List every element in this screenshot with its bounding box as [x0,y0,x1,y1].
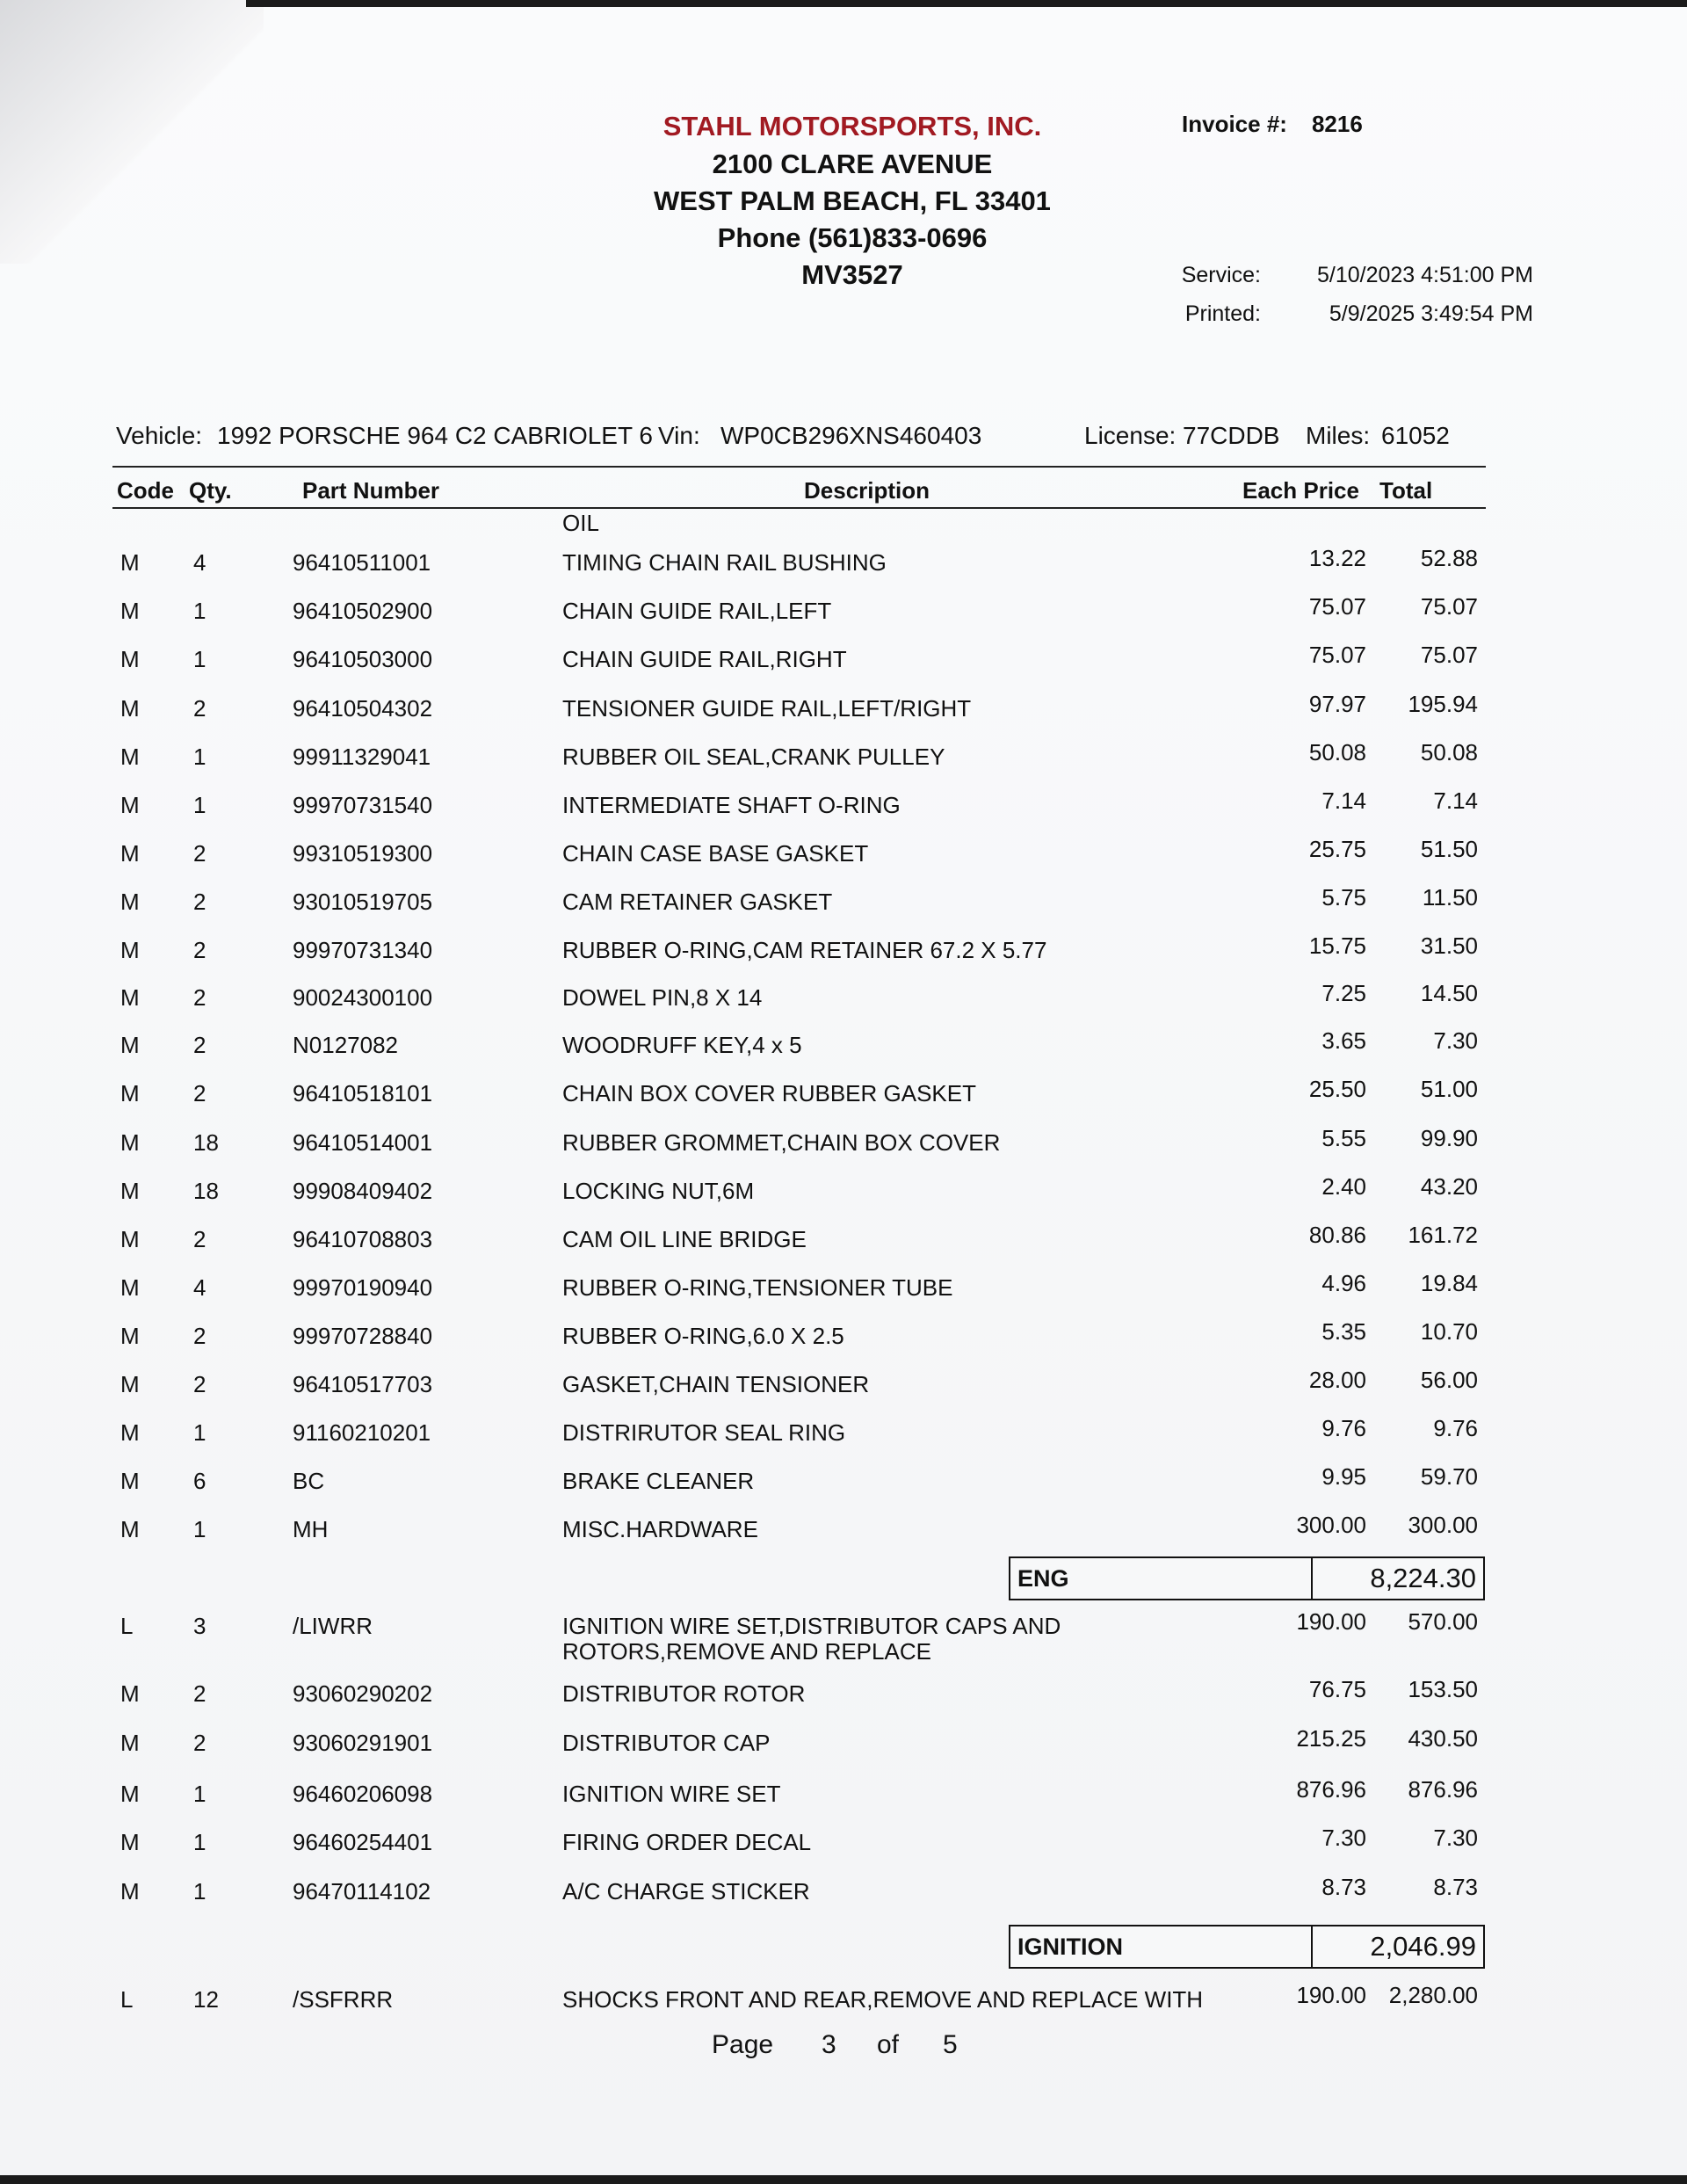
item-each-price: 50.08 [1308,739,1366,765]
item-qty: 2 [193,695,206,722]
printed-label: Printed: [1184,301,1261,326]
item-each-price: 190.00 [1296,1982,1366,2008]
item-total: 161.72 [1408,1222,1478,1248]
dates-block [1142,256,1533,333]
item-total: 8.73 [1433,1874,1478,1900]
item-description: CAM RETAINER GASKET [562,889,833,915]
item-code: M [120,1516,140,1542]
page-label: Page [712,2030,774,2059]
item-part-number: 91160210201 [293,1419,431,1446]
item-total: 59.70 [1420,1463,1478,1490]
item-part-number: 96410517703 [293,1371,433,1397]
invoice-label: Invoice #: [1182,111,1287,137]
item-code: M [120,937,140,963]
item-description: RUBBER O-RING,6.0 X 2.5 [562,1323,844,1349]
item-total: 31.50 [1420,932,1478,959]
item-qty: 2 [193,937,206,963]
item-part-number: 90024300100 [293,984,433,1011]
item-part-number: BC [293,1468,325,1494]
company-address: 2100 CLARE AVENUE [712,149,993,179]
item-code: M [120,1226,140,1252]
license-label: License: [1084,422,1177,449]
item-each-price: 4.96 [1321,1270,1366,1296]
item-description: CHAIN CASE BASE GASKET [562,840,869,867]
company-phone: Phone (561)833-0696 [717,222,988,253]
item-qty: 1 [193,1516,206,1542]
item-each-price: 75.07 [1308,593,1366,620]
item-each-price: 9.95 [1321,1463,1366,1490]
item-code: M [120,1080,140,1107]
item-description: CAM OIL LINE BRIDGE [562,1226,807,1252]
item-part-number: 96460254401 [293,1829,433,1855]
item-part-number: 96410708803 [293,1226,433,1252]
item-total: 876.96 [1408,1776,1478,1803]
item-code: M [120,1680,140,1707]
item-each-price: 5.75 [1321,884,1366,911]
item-description: FIRING ORDER DECAL [562,1829,812,1855]
item-description: GASKET,CHAIN TENSIONER [562,1371,870,1397]
item-each-price: 13.22 [1308,545,1366,571]
item-code: M [120,598,140,624]
item-code: M [120,840,140,867]
item-each-price: 300.00 [1296,1512,1366,1538]
item-each-price: 2.40 [1321,1173,1366,1200]
item-part-number: 99970728840 [293,1323,433,1349]
item-part-number: 99970731540 [293,792,433,818]
item-code: M [120,1781,140,1807]
item-qty: 1 [193,744,206,770]
item-code: M [120,984,140,1011]
item-total: 9.76 [1433,1415,1478,1441]
item-part-number: /LIWRR [293,1613,373,1639]
item-code: M [120,1371,140,1397]
item-code: M [120,744,140,770]
subtotal-eng [1009,1556,1485,1600]
vin-label: Vin: [658,422,700,449]
item-total: 75.07 [1420,642,1478,668]
item-each-price: 80.86 [1308,1222,1366,1248]
item-code: M [120,1323,140,1349]
item-total: 7.30 [1433,1027,1478,1054]
item-part-number: 96410502900 [293,598,433,624]
company-name: STAHL MOTORSPORTS, INC. [662,111,1042,141]
item-code: M [120,1274,140,1301]
item-total: 99.90 [1420,1125,1478,1151]
item-total: 51.00 [1420,1076,1478,1102]
item-description: RUBBER OIL SEAL,CRANK PULLEY [562,744,945,770]
miles-label: Miles: [1306,422,1371,449]
item-part-number: MH [293,1516,329,1542]
item-code: L [120,1986,134,2013]
item-qty: 2 [193,1080,206,1107]
item-description: TIMING CHAIN RAIL BUSHING [562,549,887,576]
item-each-price: 15.75 [1308,932,1366,959]
item-each-price: 876.96 [1296,1776,1366,1803]
item-each-price: 76.75 [1308,1676,1366,1702]
item-code: M [120,1468,140,1494]
scan-top-edge [246,0,1687,7]
col-description-header: Description [804,477,930,504]
item-qty: 2 [193,1680,206,1707]
printed-date: 5/9/2025 3:49:54 PM [1329,301,1533,326]
item-description: DISTRIBUTOR CAP [562,1730,771,1756]
item-total: 570.00 [1408,1608,1478,1635]
item-qty: 2 [193,889,206,915]
vehicle-label: Vehicle: [116,422,203,449]
item-total: 153.50 [1408,1676,1478,1702]
item-description: DOWEL PIN,8 X 14 [562,984,763,1011]
item-total: 195.94 [1408,691,1478,717]
col-total-header: Total [1379,477,1433,504]
item-part-number: 96410503000 [293,646,433,672]
subtotal-value: 8,224.30 [1370,1563,1476,1593]
item-each-price: 7.14 [1321,787,1366,814]
item-each-price: 7.25 [1321,980,1366,1006]
item-part-number: 96460206098 [293,1781,433,1807]
item-qty: 18 [193,1129,219,1156]
item-total: 52.88 [1420,545,1478,571]
item-code: M [120,646,140,672]
item-code: M [120,1178,140,1204]
item-qty: 2 [193,1032,206,1058]
item-total: 14.50 [1420,980,1478,1006]
vin-value: WP0CB296XNS460403 [720,422,982,449]
item-part-number: 96410511001 [293,549,431,576]
item-total: 51.50 [1420,836,1478,862]
item-each-price: 97.97 [1308,691,1366,717]
item-description: CHAIN GUIDE RAIL,LEFT [562,598,832,624]
item-description: CHAIN GUIDE RAIL,RIGHT [562,646,847,672]
item-each-price: 75.07 [1308,642,1366,668]
header-bottom-rule [112,507,1486,509]
item-part-number: 99911329041 [293,744,431,770]
item-part-number: 99908409402 [293,1178,433,1204]
company-header [606,107,1098,294]
item-code: M [120,695,140,722]
item-qty: 4 [193,549,206,576]
company-city: WEST PALM BEACH, FL 33401 [654,185,1051,216]
item-code: M [120,1129,140,1156]
item-code: M [120,1829,140,1855]
item-total: 430.50 [1408,1725,1478,1752]
item-description: MISC.HARDWARE [562,1516,758,1542]
item-qty: 1 [193,1829,206,1855]
item-each-price: 215.25 [1296,1725,1366,1752]
item-total: 75.07 [1420,593,1478,620]
item-description-line2: ROTORS,REMOVE AND REPLACE [562,1638,931,1665]
subtotal-label: IGNITION [1010,1926,1313,1967]
company-license-number: MV3527 [801,259,903,290]
item-each-price: 25.50 [1308,1076,1366,1102]
item-qty: 2 [193,1323,206,1349]
subtotal-label: ENG [1010,1558,1313,1599]
item-qty: 2 [193,1371,206,1397]
col-each-price-header: Each Price [1242,477,1359,504]
item-qty: 18 [193,1178,219,1204]
item-code: M [120,1730,140,1756]
scan-bottom-edge [0,2175,1687,2184]
col-part-header: Part Number [302,477,440,504]
item-part-number: 93060291901 [293,1730,433,1756]
item-total: 11.50 [1422,884,1478,911]
item-code: M [120,792,140,818]
item-code: L [120,1613,134,1639]
item-code: M [120,1419,140,1446]
item-qty: 2 [193,984,206,1011]
item-part-number: 99310519300 [293,840,433,867]
item-qty: 1 [193,646,206,672]
subtotal-value: 2,046.99 [1370,1931,1476,1962]
item-part-number: 93060290202 [293,1680,433,1707]
item-total: 2,280.00 [1388,1982,1478,2008]
item-code: M [120,1032,140,1058]
invoice-number-block [1182,111,1363,138]
item-qty: 6 [193,1468,206,1494]
item-total: 7.14 [1433,787,1478,814]
item-part-number: 99970731340 [293,937,433,963]
service-date: 5/10/2023 4:51:00 PM [1316,263,1533,287]
item-description: INTERMEDIATE SHAFT O-RING [562,792,901,818]
subtotal-ignition [1009,1925,1485,1969]
item-qty: 2 [193,840,206,867]
item-each-price: 9.76 [1321,1415,1366,1441]
item-description: LOCKING NUT,6M [562,1178,755,1204]
page-count: 5 [943,2030,958,2059]
item-total: 10.70 [1420,1318,1478,1345]
item-qty: 2 [193,1226,206,1252]
item-qty: 1 [193,792,206,818]
item-description: CHAIN BOX COVER RUBBER GASKET [562,1080,976,1107]
item-code: M [120,549,140,576]
item-each-price: 28.00 [1308,1367,1366,1393]
item-description: SHOCKS FRONT AND REAR,REMOVE AND REPLACE WITH [562,1986,1204,2013]
vehicle-value: 1992 PORSCHE 964 C2 CABRIOLET 6 [217,422,653,449]
item-description: RUBBER GROMMET,CHAIN BOX COVER [562,1129,1001,1156]
item-total: 43.20 [1420,1173,1478,1200]
miles-value: 61052 [1381,422,1450,449]
item-each-price: 5.55 [1321,1125,1366,1151]
item-total: 7.30 [1433,1825,1478,1851]
item-total: 300.00 [1408,1512,1478,1538]
header-top-rule [112,466,1486,468]
item-code: M [120,889,140,915]
item-description: RUBBER O-RING,TENSIONER TUBE [562,1274,953,1301]
service-label: Service: [1181,263,1261,287]
item-each-price: 8.73 [1321,1874,1366,1900]
item-part-number: 96410504302 [293,695,433,722]
item-description: DISTRIRUTOR SEAL RING [562,1419,846,1446]
item-total: 56.00 [1420,1367,1478,1393]
item-total: 50.08 [1420,739,1478,765]
item-qty: 12 [193,1986,219,2013]
item-qty: 3 [193,1613,206,1639]
item-qty: 1 [193,1781,206,1807]
item-description: DISTRIBUTOR ROTOR [562,1680,806,1707]
item-part-number: 96410514001 [293,1129,433,1156]
item-each-price: 5.35 [1321,1318,1366,1345]
item-description: IGNITION WIRE SET [562,1781,781,1807]
page-corner-fold [0,0,264,264]
invoice-number: 8216 [1311,111,1363,137]
item-qty: 1 [193,598,206,624]
item-each-price: 25.75 [1308,836,1366,862]
item-description: TENSIONER GUIDE RAIL,LEFT/RIGHT [562,695,972,722]
license-value: 77CDDB [1183,422,1280,449]
item-part-number: 96410518101 [293,1080,433,1107]
item-code: M [120,1878,140,1905]
col-code-header: Code [117,477,174,504]
item-qty: 1 [193,1878,206,1905]
item-each-price: 190.00 [1296,1608,1366,1635]
item-part-number: 93010519705 [293,889,433,915]
item-qty: 2 [193,1730,206,1756]
pre-text: OIL [562,510,599,536]
item-qty: 4 [193,1274,206,1301]
item-description: BRAKE CLEANER [562,1468,755,1494]
item-total: 19.84 [1420,1270,1478,1296]
item-description: IGNITION WIRE SET,DISTRIBUTOR CAPS AND [562,1613,1061,1639]
page-number: 3 [822,2030,836,2059]
item-each-price: 7.30 [1321,1825,1366,1851]
item-part-number: /SSFRRR [293,1986,394,2013]
item-each-price: 3.65 [1321,1027,1366,1054]
item-description: RUBBER O-RING,CAM RETAINER 67.2 X 5.77 [562,937,1047,963]
col-qty-header: Qty. [189,477,232,504]
item-part-number: N0127082 [293,1032,398,1058]
item-qty: 1 [193,1419,206,1446]
item-part-number: 99970190940 [293,1274,433,1301]
item-part-number: 96470114102 [293,1878,431,1905]
of-label: of [877,2030,900,2059]
item-description: WOODRUFF KEY,4 x 5 [562,1032,802,1058]
item-description: A/C CHARGE STICKER [562,1878,810,1905]
